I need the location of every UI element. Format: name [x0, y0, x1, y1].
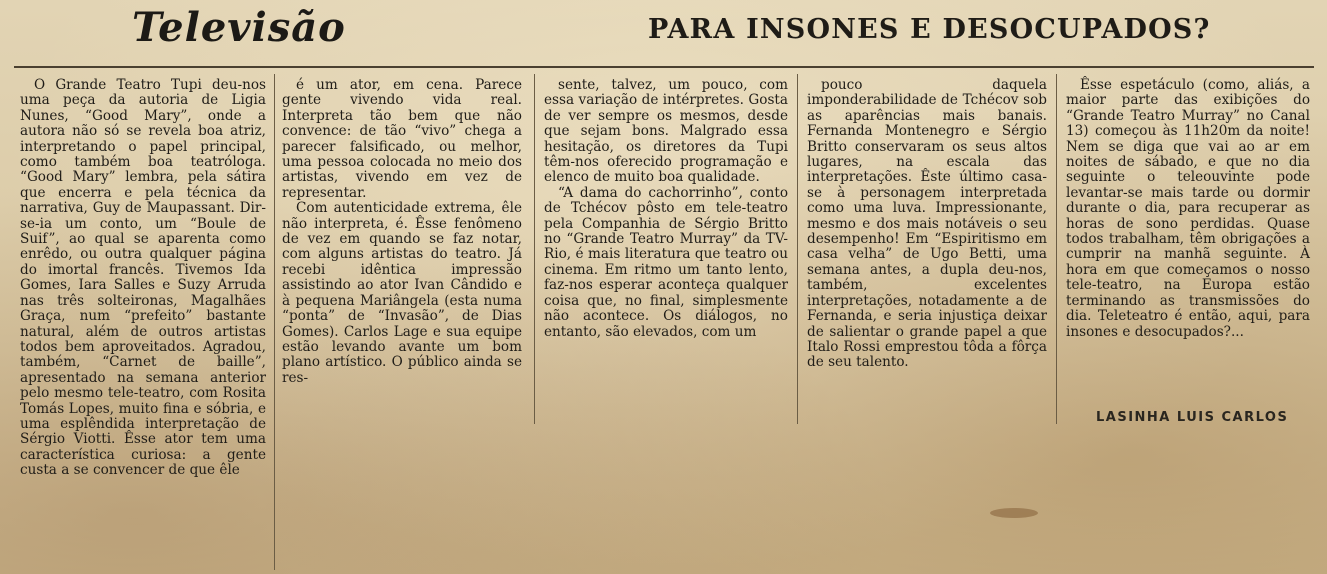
byline: LASINHA LUIS CARLOS: [1096, 410, 1289, 425]
column-5: [1066, 78, 1310, 340]
column-divider: [1056, 74, 1057, 424]
paper-stain: [990, 508, 1038, 518]
section-title: Televisão: [132, 4, 346, 51]
column-divider: [797, 74, 798, 424]
column-2: [282, 78, 522, 386]
paragraph: é um ator, em cena. Parece gente vivendo vida real. Interpreta tão bem que não convence: de tão “vivo” chega a parecer falsificado, ou melhor, uma pessoa colocada no meio dos artistas, vivendo em vez de representar.: [282, 77, 522, 201]
paragraph: O Grande Teatro Tupi deu-nos uma peça da autoria de Ligia Nunes, “Good Mary”, onde a autora não só se revela boa atriz, interpretando o papel principal, como também boa teatróloga. “Good Mary” lembra, pela sátira que encerra e pela técnica da narrativa, Guy de Maupassant. Dir-se-ia um conto, um “Boule de Suif”, ao qual se aparenta como enrêdo, ou outra qualquer página do imortal francês. Tivemos Ida Gomes, Iara Salles e Suzy Arruda nas três solteironas, Magalhães Graça, num “prefeito” bastante natural, além de outros artistas todos bem aproveitados. Agradou, também, “Carnet de baille”, apresentado na semana anterior pelo mesmo tele-teatro, com Rosita Tomás Lopes, muito fina e sóbria, e uma esplêndida interpretação de Sérgio Viotti. Êsse ator tem uma característica curiosa: a gente custa a se convencer de que êle: [20, 77, 266, 479]
column-4: [807, 78, 1047, 371]
paragraph: Êsse espetáculo (como, aliás, a maior parte das exibições do “Grande Teatro Murray” no Canal 13) começou às 11h20m da noite! Nem se diga que vai ao ar em noites de sábado, e que no dia seguinte o teleouvinte pode levantar-se mais tarde ou dormir durante o dia, para recuperar as horas de sono perdidas. Quase todos trabalham, têm obrigações a cumprir na manhã seguinte. À hora em que começamos o nosso tele-teatro, na Europa estão terminando as transmissões do dia. Teleteatro é então, aqui, para insones e desocupados?...: [1066, 77, 1310, 340]
column-divider: [534, 74, 535, 424]
column-1: [20, 78, 266, 479]
column-3: [544, 78, 788, 340]
paragraph: sente, talvez, um pouco, com essa variação de intérpretes. Gosta de ver sempre os mesmos, desde que sejam bons. Malgrado essa hesitação, os diretores da Tupi têm-nos oferecido programação e elenco de muito boa qualidade.: [544, 77, 788, 186]
column-divider: [274, 74, 275, 570]
paragraph: pouco daquela imponderabilidade de Tchécov sob as aparências mais banais. Fernanda Montenegro e Sérgio Britto conservaram os seus altos lugares, na escala das interpretações. Êste último casa-se à personagem interpretada como uma luva. Impressionante, mesmo e dos mais notáveis o seu desempenho! Em “Espiritismo em casa velha” de Ugo Betti, uma semana antes, a dupla deu-nos, também, excelentes interpretações, notadamente a de Fernanda, e seria injustiça deixar de salientar o grande papel a que Italo Rossi emprestou tôda a fôrça de seu talento.: [807, 77, 1047, 371]
paragraph: Com autenticidade extrema, êle não interpreta, é. Êsse fenômeno de vez em quando se faz notar, com alguns artistas do teatro. Já recebi idêntica impressão assistindo ao ator Ivan Cândido e à pequena Mariângela (esta numa “ponta” de “Invasão”, de Dias Gomes). Carlos Lage e sua equipe estão levando avante um bom plano artístico. O público ainda se res-: [282, 200, 522, 386]
article-headline: PARA INSONES E DESOCUPADOS?: [648, 14, 1211, 45]
paragraph: “A dama do cachorrinho”, conto de Tchécov pôsto em tele-teatro pela Companhia de Sérgio Britto no “Grande Teatro Murray” da TV-Rio, é mais literatura que teatro ou cinema. Em ritmo um tanto lento, faz-nos esperar aconteça qualquer coisa que, no final, simplesmente não acontece. Os diálogos, no entanto, são elevados, com um: [544, 184, 788, 340]
header-rule: [14, 66, 1314, 68]
